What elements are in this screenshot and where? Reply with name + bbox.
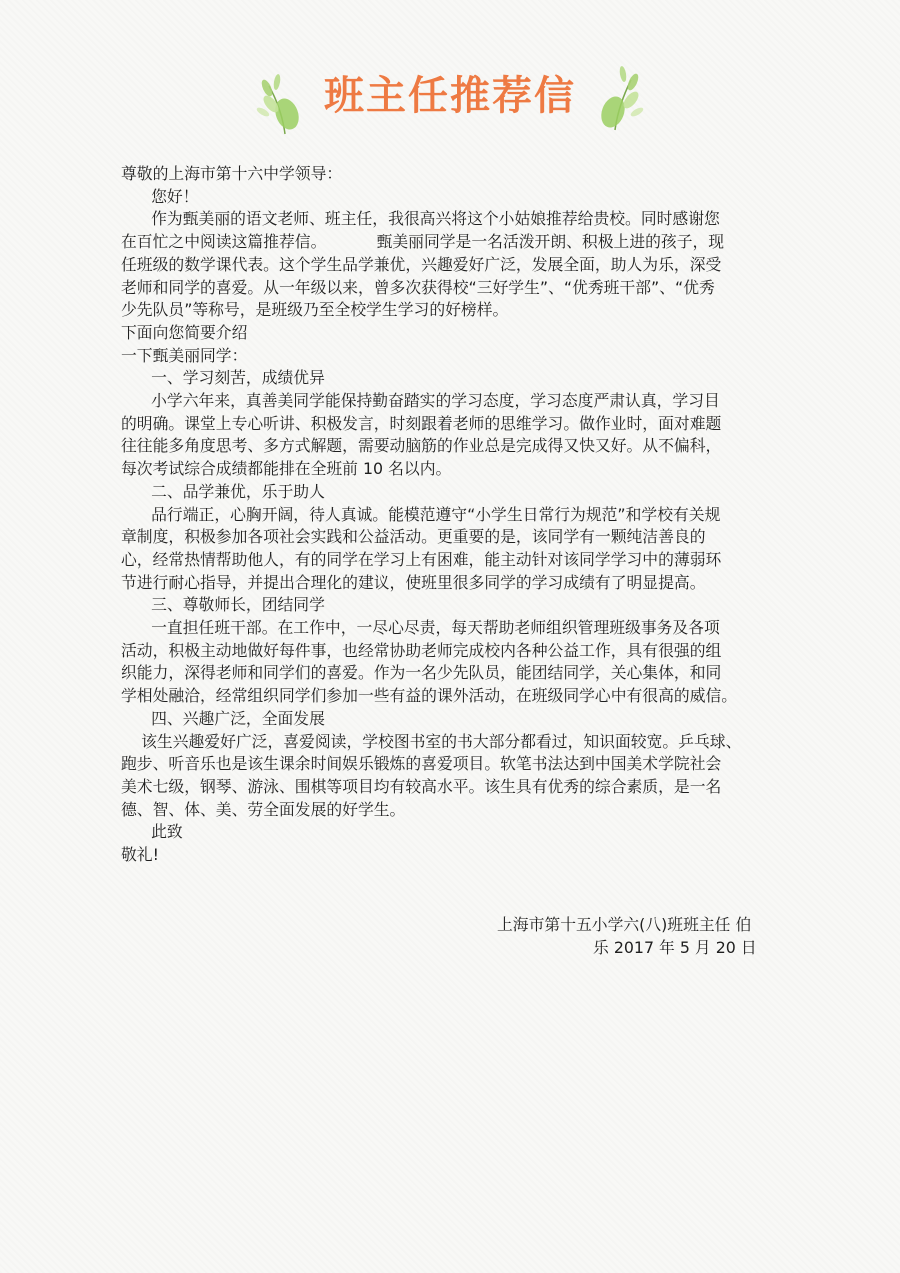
letter-line: 下面向您简要介绍 bbox=[121, 322, 248, 342]
letter-body bbox=[121, 163, 796, 867]
letter-line: 敬礼! bbox=[121, 845, 159, 865]
leaf-sprig-icon bbox=[593, 60, 645, 132]
letter-line: 学相处融洽，经常组织同学们参加一些有益的课外活动，在班级同学心中有很高的威信。 bbox=[121, 686, 738, 706]
letter-line: 在百忙之中阅读这篇推荐信。 甄美丽同学是一名活泼开朗、积极上进的孩子，现 bbox=[121, 232, 725, 252]
letter-line: 往往能多角度思考、多方式解题，需要动脑筋的作业总是完成得又快又好。从不偏科， bbox=[121, 436, 722, 456]
letter-line: 每次考试综合成绩都能排在全班前 10 名以内。 bbox=[121, 459, 452, 479]
letter-line: 心，经常热情帮助他人，有的同学在学习上有困难，能主动针对该同学学习中的薄弱环 bbox=[121, 549, 722, 569]
letter-header bbox=[250, 58, 650, 138]
letter-line: 小学六年来，真善美同学能保持勤奋踏实的学习态度，学习态度严肃认真，学习目 bbox=[121, 391, 720, 411]
letter-line: 德、智、体、美、劳全面发展的好学生。 bbox=[121, 799, 406, 819]
letter-line: 的明确。课堂上专心听讲、积极发言，时刻跟着老师的思维学习。做作业时，面对难题 bbox=[121, 413, 722, 433]
signature-line: 上海市第十五小学六(八)班班主任 伯 bbox=[497, 915, 752, 934]
letter-line: 作为甄美丽的语文老师、班主任，我很高兴将这个小姑娘推荐给贵校。同时感谢您 bbox=[121, 209, 720, 229]
letter-line: 您好！ bbox=[121, 186, 199, 206]
leaf-sprig-icon bbox=[255, 64, 307, 136]
letter-line: 织能力，深得老师和同学们的喜爱。作为一名少先队员，能团结同学，关心集体，和同 bbox=[121, 663, 722, 683]
signature-date: 乐 2017 年 5 月 20 日 bbox=[593, 937, 757, 957]
letter-line: 该生兴趣爱好广泛，喜爱阅读，学校图书室的书大部分都看过，知识面较宽。乒乓球、 bbox=[121, 731, 742, 751]
letter-line: 老师和同学的喜爱。从一年级以来，曾多次获得校“三好学生”、“优秀班干部”、“优秀 bbox=[121, 277, 715, 297]
page-title: 班主任推荐信 bbox=[324, 73, 576, 119]
letter-line: 美术七级，钢琴、游泳、围棋等项目均有较高水平。该生具有优秀的综合素质，是一名 bbox=[121, 776, 722, 796]
letter-line: 一直担任班干部。在工作中，一尽心尽责，每天帮助老师组织管理班级事务及各项 bbox=[121, 618, 720, 638]
letter-line: 跑步、听音乐也是该生课余时间娱乐锻炼的喜爱项目。软笔书法达到中国美术学院社会 bbox=[121, 754, 722, 774]
letter-line: 此致 bbox=[121, 822, 183, 842]
letter-line: 一下甄美丽同学： bbox=[121, 345, 248, 365]
signature-block bbox=[497, 914, 797, 959]
letter-line: 尊敬的上海市第十六中学领导： bbox=[121, 164, 343, 183]
letter-line: 一、学习刻苦，成绩优异 bbox=[121, 368, 325, 388]
letter-line: 三、尊敬师长，团结同学 bbox=[121, 595, 325, 615]
letter-line: 节进行耐心指导，并提出合理化的建议，使班里很多同学的学习成绩有了明显提高。 bbox=[121, 572, 706, 592]
letter-line: 章制度，积极参加各项社会实践和公益活动。更重要的是，该同学有一颗纯洁善良的 bbox=[121, 527, 706, 547]
letter-line: 少先队员”等称号，是班级乃至全校学生学习的好榜样。 bbox=[121, 300, 509, 320]
letter-line: 二、品学兼优，乐于助人 bbox=[121, 481, 325, 501]
letter-line: 任班级的数学课代表。这个学生品学兼优，兴趣爱好广泛，发展全面，助人为乐，深受 bbox=[121, 254, 722, 274]
letter-line: 四、兴趣广泛，全面发展 bbox=[121, 708, 325, 728]
letter-line: 活动，积极主动地做好每件事，也经常协助老师完成校内各种公益工作，具有很强的组 bbox=[121, 640, 722, 660]
letter-line: 品行端正，心胸开阔，待人真诚。能模范遵守“小学生日常行为规范”和学校有关规 bbox=[121, 504, 721, 524]
